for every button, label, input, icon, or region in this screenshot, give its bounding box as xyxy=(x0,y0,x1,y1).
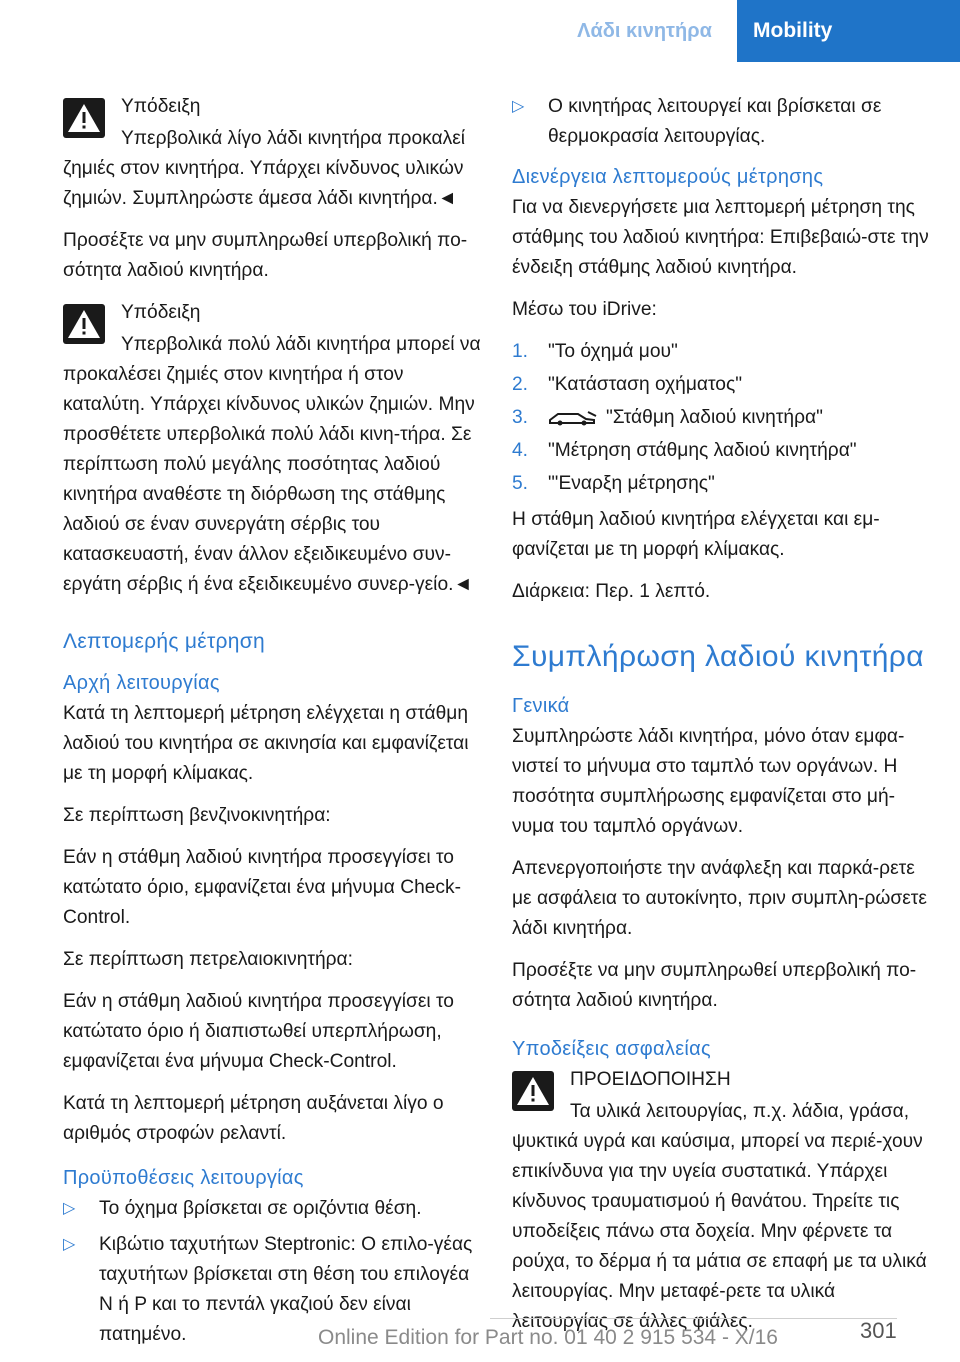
list-item xyxy=(63,1194,483,1224)
page-number: 301 xyxy=(860,1318,897,1343)
step-item xyxy=(512,436,932,466)
subsection-heading: Αρχή λειτουργίας xyxy=(63,672,220,694)
subsection-heading: Προϋποθέσεις λειτουργίας xyxy=(63,1167,304,1189)
chapter-heading: Συμπλήρωση λαδιού κινητήρα xyxy=(512,640,925,673)
step-text: "Μέτρηση στάθμης λαδιού κινητήρα" xyxy=(548,440,857,461)
paragraph: Σε περίπτωση βενζινοκινητήρα: xyxy=(63,805,331,826)
footer-divider xyxy=(490,1318,897,1319)
paragraph: Εάν η στάθμη λαδιού κινητήρα προσεγγίσει το κατώτατο όριο ή διαπιστωθεί υπερπλήρωση, εμφανίζεται ένα μήνυμα Check-Control. xyxy=(63,991,454,1072)
warning-title: ΠΡΟΕΙΔΟΠΟΙΗΣΗ xyxy=(570,1069,731,1090)
header-section-tab[interactable]: Λάδι κινητήρα xyxy=(577,19,712,42)
left-column xyxy=(63,92,483,1356)
step-number: 5. xyxy=(512,473,529,494)
paragraph: Κατά τη λεπτομερή μέτρηση ελέγχεται η στάθμη λαδιού του κινητήρα σε ακινησία και εμφανίζεται με τη μορφή κλίμακας. xyxy=(63,703,469,784)
step-number: 3. xyxy=(512,407,529,428)
warning-title: Υπόδειξη xyxy=(121,96,201,117)
bullet-triangle-icon: ▷ xyxy=(63,1236,76,1253)
paragraph: Προσέξτε να μην συμπληρωθεί υπερβολική πο-σότητα λαδιού κινητήρα. xyxy=(512,960,917,1011)
list-item-text: Ο κινητήρας λειτουργεί και βρίσκεται σε θερμοκρασία λειτουργίας. xyxy=(548,96,882,147)
warning-icon xyxy=(63,98,105,138)
section-heading: Λεπτομερής μέτρηση xyxy=(63,630,266,653)
list-item-text: Κιβώτιο ταχυτήτων Steptronic: Ο επιλο-γέας ταχυτήτων βρίσκεται στη θέση του επιλογέα N ή P και το πεντάλ γκαζιού δεν είναι πατημένο. xyxy=(99,1234,473,1345)
warning-block xyxy=(63,92,483,214)
paragraph: Κατά τη λεπτομερή μέτρηση αυξάνεται λίγο ο αριθμός στροφών ρελαντί. xyxy=(63,1093,444,1144)
paragraph: Απενεργοποιήστε την ανάφλεξη και παρκά-ρετε με ασφάλεια το αυτοκίνητο, πριν συμπλη-ρώσετε λάδι κινητήρα. xyxy=(512,858,927,939)
subsection-heading: Υποδείξεις ασφαλείας xyxy=(512,1038,711,1060)
car-service-icon xyxy=(548,410,598,426)
paragraph: Προσέξτε να μην συμπληρωθεί υπερβολική πο-σότητα λαδιού κινητήρα. xyxy=(63,230,468,281)
list-item-text: Το όχημα βρίσκεται σε οριζόντια θέση. xyxy=(99,1198,422,1219)
step-item xyxy=(512,337,932,367)
warning-text: Υπερβολικά πολύ λάδι κινητήρα μπορεί να προκαλέσει ζημιές στον κινητήρα ή στον καταλύτη. Υπάρχει κίνδυνος υλικών ζημιών. Μην προσθέτετε υπερβολικά πολύ λάδι κινη-τήρα. Σε περίπτωση πολύ μεγάλης ποσότητας λαδιού κινητήρα αναθέστε τη διόρθωση της στάθμης λαδιού σε έναν συνεργάτη σέρβις του κατασκευαστή, έναν άλλον εξειδικευμένο συν-εργάτη σέρβις ή ένα εξειδικευμένο συνερ-γείο.◄ xyxy=(63,334,481,595)
warning-icon xyxy=(63,304,105,344)
list-item xyxy=(512,92,932,152)
step-text: "'Εναρξη μέτρησης" xyxy=(548,473,715,494)
paragraph: Συμπληρώστε λάδι κινητήρα, μόνο όταν εμφα-νιστεί το μήνυμα στο ταμπλό των οργάνων. Η ποσότητα συμπλήρωσης εμφανίζεται στο μή-νυμα του ταμπλό οργάνων. xyxy=(512,726,905,837)
warning-text: Τα υλικά λειτουργίας, π.χ. λάδια, γράσα, ψυκτικά υγρά και καύσιμα, μπορεί να περιέ-χουν επικίνδυνα για την υγεία συστατικά. Υπάρχει κίνδυνος τραυματισμού ή θανάτου. Τηρείτε τις υποδείξεις πάνω στα δοχεία. Μην φέρνετε τα ρούχα, το δέρμα ή τα μάτια σε επαφή με τα υλικά λειτουργίας. Μην μεταφέ-ρετε τα υλικά λειτουργίας σε άλλες φιάλες. xyxy=(512,1101,927,1332)
page-footer xyxy=(0,1318,960,1362)
step-text: "Το όχημά μου" xyxy=(548,341,678,362)
bullet-triangle-icon: ▷ xyxy=(63,1200,76,1217)
paragraph: Για να διενεργήσετε μια λεπτομερή μέτρηση της στάθμης του λαδιού κινητήρα: Επιβεβαιώ-στε την ένδειξη στάθμης λαδιού κινητήρα. xyxy=(512,197,929,278)
step-text: "Κατάσταση οχήματος" xyxy=(548,374,743,395)
step-item xyxy=(512,403,932,433)
paragraph: Σε περίπτωση πετρελαιοκινητήρα: xyxy=(63,949,353,970)
step-item xyxy=(512,370,932,400)
step-text: "Στάθμη λαδιού κινητήρα" xyxy=(606,407,823,428)
paragraph: Η στάθμη λαδιού κινητήρα ελέγχεται και εμ-φανίζεται με τη μορφή κλίμακας. xyxy=(512,509,880,560)
warning-text: Υπερβολικά λίγο λάδι κινητήρα προκαλεί ζημιές στον κινητήρα. Υπάρχει κίνδυνος υλικών ζημιών. Συμπληρώστε άμεσα λάδι κινητήρα.◄ xyxy=(63,128,466,209)
step-number: 1. xyxy=(512,341,529,362)
step-number: 2. xyxy=(512,374,529,395)
paragraph: Εάν η στάθμη λαδιού κινητήρα προσεγγίσει το κατώτατο όριο, εμφανίζεται ένα μήνυμα Check-Control. xyxy=(63,847,462,928)
paragraph: Μέσω του iDrive: xyxy=(512,299,657,320)
step-item xyxy=(512,469,932,499)
warning-icon xyxy=(512,1071,554,1111)
subsection-heading: Διενέργεια λεπτομερούς μέτρησης xyxy=(512,166,824,188)
bullet-triangle-icon: ▷ xyxy=(512,98,525,115)
warning-block xyxy=(63,298,483,600)
right-column xyxy=(512,92,932,1349)
warning-block xyxy=(512,1065,932,1337)
edition-note: Online Edition for Part no. 01 40 2 915 534 - X/16 xyxy=(318,1326,778,1349)
header-chapter-tab[interactable]: Mobility xyxy=(737,0,960,62)
paragraph: Διάρκεια: Περ. 1 λεπτό. xyxy=(512,581,711,602)
step-number: 4. xyxy=(512,440,529,461)
warning-title: Υπόδειξη xyxy=(121,302,201,323)
subsection-heading: Γενικά xyxy=(512,695,570,717)
